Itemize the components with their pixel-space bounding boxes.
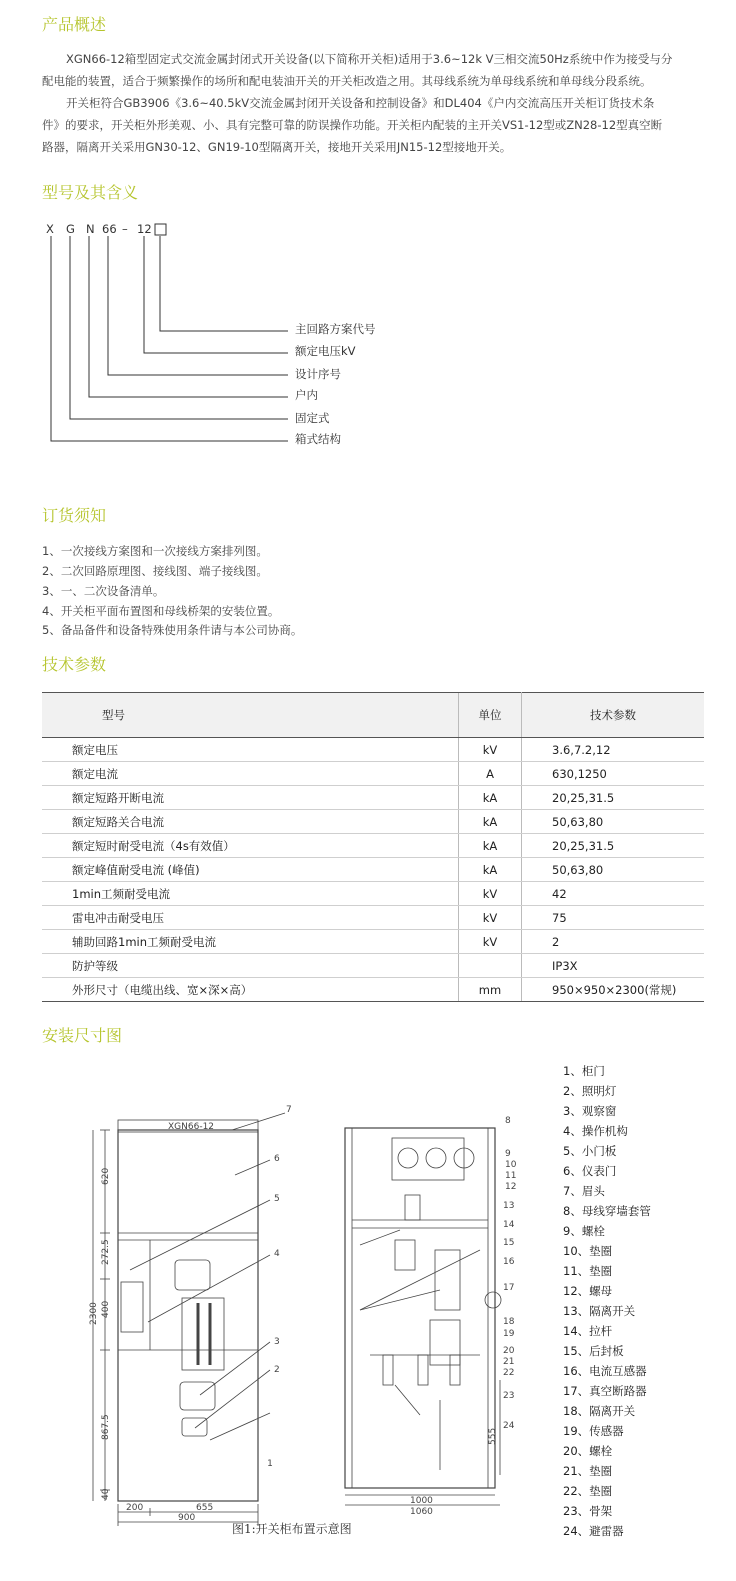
front-view <box>93 1113 285 1526</box>
front-callout: 2 <box>274 1365 280 1375</box>
side-callout: 8 <box>505 1116 511 1126</box>
side-callout: 19 <box>503 1329 515 1339</box>
overview-line: 配电能的装置，适合于频繁操作的场所和配电装油开关的开关柜改造之用。其母线系统为单母线系统和单母线分段系统。 <box>42 74 652 88</box>
side-callout: 24 <box>503 1421 515 1431</box>
row-value: 42 <box>522 882 705 906</box>
code-label-scheme: 主回路方案代号 <box>295 322 376 336</box>
row-name: 额定短路关合电流 <box>42 810 459 834</box>
row-name: 外形尺寸（电缆出线、宽×深×高） <box>42 978 459 1002</box>
order-item: 4、开关柜平面布置图和母线桥架的安装位置。 <box>42 604 280 618</box>
row-value: 3.6,7.2,12 <box>522 738 705 762</box>
front-view-labels <box>89 1105 292 1523</box>
header-unit: 单位 <box>459 693 522 738</box>
section-title-order: 订货须知 <box>42 506 107 525</box>
legend-item: 17、真空断路器 <box>563 1384 647 1398</box>
header-model: 型号 <box>42 693 459 738</box>
row-name: 防护等级 <box>42 954 459 978</box>
code-char-dash: – <box>122 222 128 236</box>
row-unit: mm <box>459 978 522 1002</box>
row-unit: kA <box>459 786 522 810</box>
legend-item: 2、照明灯 <box>563 1084 617 1098</box>
legend-item: 19、传感器 <box>563 1424 624 1438</box>
row-name: 额定峰值耐受电流 (峰值) <box>42 858 459 882</box>
dim-bottom-side: 1000 <box>410 1496 433 1506</box>
front-callout: 6 <box>274 1154 280 1164</box>
row-name: 辅助回路1min工频耐受电流 <box>42 930 459 954</box>
legend-item: 3、观察窗 <box>563 1104 617 1118</box>
row-value: 20,25,31.5 <box>522 786 705 810</box>
code-label-design: 设计序号 <box>295 367 341 381</box>
row-value: 75 <box>522 906 705 930</box>
legend-item: 10、垫圈 <box>563 1244 613 1258</box>
order-item: 5、备品备件和设备特殊使用条件请与本公司协商。 <box>42 623 303 637</box>
row-name: 额定短路开断电流 <box>42 786 459 810</box>
order-item: 1、一次接线方案图和一次接线方案排列图。 <box>42 544 268 558</box>
dim-bottom-side: 1060 <box>410 1507 433 1517</box>
row-value: 630,1250 <box>522 762 705 786</box>
row-unit: kA <box>459 834 522 858</box>
legend-item: 23、骨架 <box>563 1504 613 1518</box>
front-callout: 5 <box>274 1194 280 1204</box>
section-title-tech: 技术参数 <box>42 655 107 674</box>
row-unit: kV <box>459 930 522 954</box>
legend-item: 16、电流互感器 <box>563 1364 647 1378</box>
overview-line: 开关柜符合GB3906《3.6~40.5kV交流金属封闭开关设备和控制设备》和DL404《户内交流高压开关柜订货技术条 <box>66 96 655 110</box>
side-callout: 9 <box>505 1149 511 1159</box>
side-view <box>345 1128 501 1505</box>
front-callout: 1 <box>267 1459 273 1469</box>
legend-item: 4、操作机构 <box>563 1124 628 1138</box>
drawing-caption: 图1:开关柜布置示意图 <box>232 1522 352 1536</box>
side-callout: 18 <box>503 1317 515 1327</box>
legend-item: 15、后封板 <box>563 1344 624 1358</box>
side-callout: 17 <box>503 1283 515 1293</box>
row-unit: kA <box>459 810 522 834</box>
code-label-box: 箱式结构 <box>295 432 341 446</box>
row-unit: A <box>459 762 522 786</box>
dim-left: 40 <box>101 1488 111 1500</box>
side-callout: 14 <box>503 1220 515 1230</box>
code-char-12: 12 <box>137 222 152 236</box>
row-unit: kV <box>459 738 522 762</box>
legend-item: 8、母线穿墙套管 <box>563 1204 651 1218</box>
row-value: 950×950×2300(常规) <box>522 978 705 1002</box>
side-callout: 22 <box>503 1368 515 1378</box>
legend-item: 14、拉杆 <box>563 1324 613 1338</box>
legend-item: 6、仪表门 <box>563 1164 617 1178</box>
dim-left: 2300 <box>89 1302 99 1325</box>
code-char-n: N <box>86 222 95 236</box>
side-callout: 16 <box>503 1257 515 1267</box>
dim-left: 400 <box>101 1300 111 1318</box>
row-value: IP3X <box>522 954 705 978</box>
legend-item: 11、垫圈 <box>563 1264 613 1278</box>
side-callout: 12 <box>505 1182 517 1192</box>
legend-item: 24、避雷器 <box>563 1524 624 1538</box>
front-callout: 4 <box>274 1249 280 1259</box>
legend-item: 18、隔离开关 <box>563 1404 636 1418</box>
row-value: 20,25,31.5 <box>522 834 705 858</box>
legend-item: 21、垫圈 <box>563 1464 613 1478</box>
row-name: 额定短时耐受电流（4s有效值） <box>42 834 459 858</box>
overview-line: 路器，隔离开关采用GN30-12、GN19-10型隔离开关，接地开关采用JN15-12型接地开关。 <box>42 140 512 154</box>
side-callout: 13 <box>503 1201 515 1211</box>
code-char-x: X <box>46 222 54 236</box>
dim-bottom: 200 <box>126 1503 144 1513</box>
side-callout: 20 <box>503 1346 515 1356</box>
dim-left: 272.5 <box>101 1239 111 1265</box>
front-callout: 3 <box>274 1337 280 1347</box>
legend-item: 12、螺母 <box>563 1284 613 1298</box>
code-label-fixed: 固定式 <box>295 411 330 425</box>
code-label-indoor: 户内 <box>295 388 318 402</box>
row-unit: kV <box>459 882 522 906</box>
legend-item: 7、眉头 <box>563 1184 605 1198</box>
dim-bottom: 655 <box>196 1503 214 1513</box>
dim-left: 867.5 <box>101 1414 111 1440</box>
row-value: 50,63,80 <box>522 810 705 834</box>
order-item: 3、一、二次设备清单。 <box>42 584 165 598</box>
legend-item: 5、小门板 <box>563 1144 617 1158</box>
legend-item: 1、柜门 <box>563 1064 605 1078</box>
row-name: 1min工频耐受电流 <box>42 882 459 906</box>
legend-item: 22、垫圈 <box>563 1484 613 1498</box>
legend-item: 13、隔离开关 <box>563 1304 636 1318</box>
side-callout: 15 <box>503 1238 515 1248</box>
dim-side: 555 <box>488 1427 498 1445</box>
order-item: 2、二次回路原理图、接线图、端子接线图。 <box>42 564 268 578</box>
front-callout: 7 <box>286 1105 292 1115</box>
row-unit: kV <box>459 906 522 930</box>
section-title-install: 安装尺寸图 <box>42 1026 123 1045</box>
section-title-model: 型号及其含义 <box>42 183 139 202</box>
side-callout: 23 <box>503 1391 515 1401</box>
section-title-overview: 产品概述 <box>42 15 107 34</box>
row-name: 雷电冲击耐受电压 <box>42 906 459 930</box>
row-name: 额定电压 <box>42 738 459 762</box>
header-params: 技术参数 <box>522 693 705 738</box>
legend-item: 20、螺栓 <box>563 1444 613 1458</box>
row-value: 2 <box>522 930 705 954</box>
row-value: 50,63,80 <box>522 858 705 882</box>
model-code-lines <box>51 224 288 441</box>
side-view-labels <box>410 1116 517 1517</box>
row-name: 额定电流 <box>42 762 459 786</box>
code-char-66: 66 <box>102 222 117 236</box>
legend-item: 9、螺栓 <box>563 1224 605 1238</box>
dim-left: 620 <box>101 1167 111 1185</box>
overview-line: XGN66-12箱型固定式交流金属封闭式开关设备(以下简称开关柜)适用于3.6~12k V三相交流50Hz系统中作为接受与分 <box>66 52 673 66</box>
side-callout: 10 <box>505 1160 517 1170</box>
cabinet-label: XGN66-12 <box>168 1122 215 1132</box>
code-label-voltage: 额定电压kV <box>295 344 356 358</box>
row-unit: kA <box>459 858 522 882</box>
side-callout: 11 <box>505 1171 517 1181</box>
dim-bottom: 900 <box>178 1513 196 1523</box>
side-callout: 21 <box>503 1357 515 1367</box>
code-box <box>155 224 166 235</box>
code-char-g: G <box>66 222 75 236</box>
overview-line: 件》的要求，开关柜外形美观、小、具有完整可靠的防误操作功能。开关柜内配装的主开关VS1-12型或ZN28-12型真空断 <box>42 118 663 132</box>
